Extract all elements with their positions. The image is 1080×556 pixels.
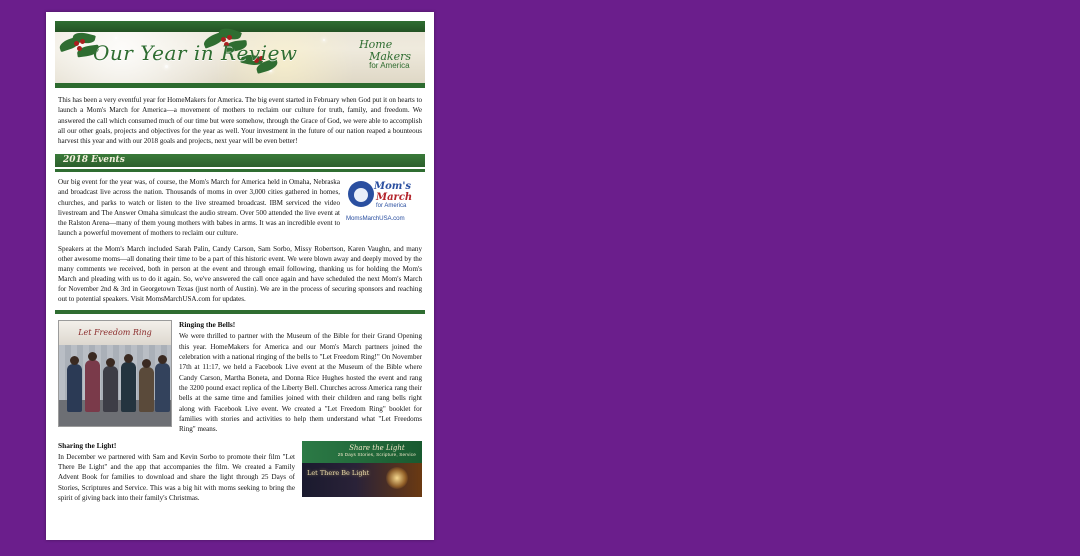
- divider-bar: [55, 310, 425, 314]
- moms-march-line-3: for America: [376, 203, 407, 210]
- photo-person: [85, 360, 100, 412]
- light-glow-icon: [386, 467, 408, 489]
- bells-body: We were thrilled to partner with the Museum of the Bible for their Grand Opening this year. HomeMakers for America and our Mom's March partners joined the celebration with a national ringing of the bells to "Let Freedom Ring!" On November 17th at 11:17, we held a Facebook Live event at the Museum of the Bible where Candy Carson, Martha Boneta, and Donna Rice Hughes hosted the event and rang the 3200 pound exact replica of the Liberty Bell. Churches across America rang their bells at the same time and families joined with their children and rang bells right along with Facebook Live event. We created a "Let Freedom Ring" booklet for families with stories and activities to help them understand what "Let Freedoms Ring" means.: [179, 332, 422, 434]
- photo-person: [139, 367, 154, 412]
- masthead: [55, 21, 425, 88]
- bells-photo: [58, 320, 172, 427]
- events-paragraph-2: Speakers at the Mom's March included Sarah Palin, Candy Carson, Sam Sorbo, Missy Robertson, Karen Vaughn, and many other awesome moms—all donating their time to be a part of this historic event. We were blown away and deeply moved by the many comments we received, both in person at the event and through email following, thanking us for holding the Mom's March and pleading with us to do it again. So, we've answered the call once again and have scheduled the next Mom's March for November 2nd & 3rd in Georgetown Texas (just north of Austin). We are in the process of securing sponsors and reaching out to potential speakers. Visit MomsMarchUSA.com for updates.: [58, 244, 422, 304]
- advent-banner-title: [338, 444, 416, 458]
- events-section: [55, 177, 425, 304]
- sparkle-icon: [115, 37, 117, 39]
- page-bottom-spacer: [55, 503, 425, 513]
- advent-banner: [302, 441, 422, 463]
- bells-photo-caption: Let Freedom Ring: [59, 321, 171, 346]
- moms-march-emblem-icon: [348, 181, 374, 207]
- photo-person: [67, 364, 82, 412]
- photo-person: [103, 366, 118, 412]
- moms-march-logo: [346, 177, 422, 235]
- light-section: [55, 441, 425, 504]
- light-text: [58, 441, 295, 504]
- section-header-events: [55, 154, 425, 167]
- advent-banner-sub: 25 Days Stories, Scripture, Service: [337, 451, 416, 457]
- light-artwork: [302, 441, 422, 504]
- events-paragraph-1: Our big event for the year was, of course, the Mom's March for America held in Omaha, Nebraska and broadcast live across the nation. Thousands of moms in over 3,000 cities gathered in homes, churches, and parks to watch or listen to the live streamed broadcast. IBM serviced the video livestream and The Answer Omaha simulcast the audio stream. Over 500 attended the live event at the Ralston Arena—many of them young mothers with babes in arms. It was an incredible event to launch a powerful movement of mothers to reclaim our culture.: [58, 178, 340, 237]
- logo-line-2: Makers: [369, 49, 411, 63]
- document-page: [46, 12, 434, 540]
- logo-line-1: Home: [359, 38, 393, 51]
- intro-paragraph: This has been a very eventful year for HomeMakers for America. The big event started in February when God put it on hearts to launch a Mom's March for America—a movement of mothers to reclaim our culture for truth, family, and freedom. We answered the call which consumed much of our time but were somehow, through the Grace of God, we were able to accomplish all our other goals, projects and objectives for the year as well. Your investment in the future of our nation reaped a bounteous harvest this year and with our 2018 goals and projects, next year will be even better!: [58, 96, 422, 146]
- logo-line-3: for America: [369, 61, 410, 71]
- sparkle-icon: [323, 39, 325, 41]
- light-body: In December we partnered with Sam and Kevin Sorbo to promote their film "Let There Be Light" and the app that accompanies the film. We created a Family Advent Book for families to download and share the light through 25 Days of Stories, Scriptures and Service. This was a big hit with moms seeking to bring the spirit of giving back into their family's Christmas.: [58, 452, 295, 502]
- bells-heading: Ringing the Bells!: [179, 320, 236, 330]
- moms-march-url[interactable]: MomsMarchUSA.com: [346, 215, 405, 223]
- light-heading: Sharing the Light!: [58, 440, 117, 450]
- bells-section: [55, 320, 425, 434]
- photo-person: [121, 362, 136, 412]
- section-rule: [55, 169, 425, 172]
- film-poster: [302, 463, 422, 497]
- advent-banner-main: Share the Light: [349, 443, 405, 452]
- sparkle-icon: [165, 65, 168, 68]
- bells-text: [179, 320, 422, 434]
- photo-person: [155, 363, 170, 412]
- moms-march-line-1: Mom's: [374, 181, 412, 193]
- homemakers-logo: [359, 39, 411, 70]
- page-title: Our Year in Review: [93, 41, 298, 65]
- film-poster-title: Let There Be Light: [307, 468, 370, 477]
- page-content: [55, 21, 425, 533]
- moms-march-line-2: March: [376, 192, 413, 204]
- section-header-events-label: 2018 Events: [63, 155, 125, 166]
